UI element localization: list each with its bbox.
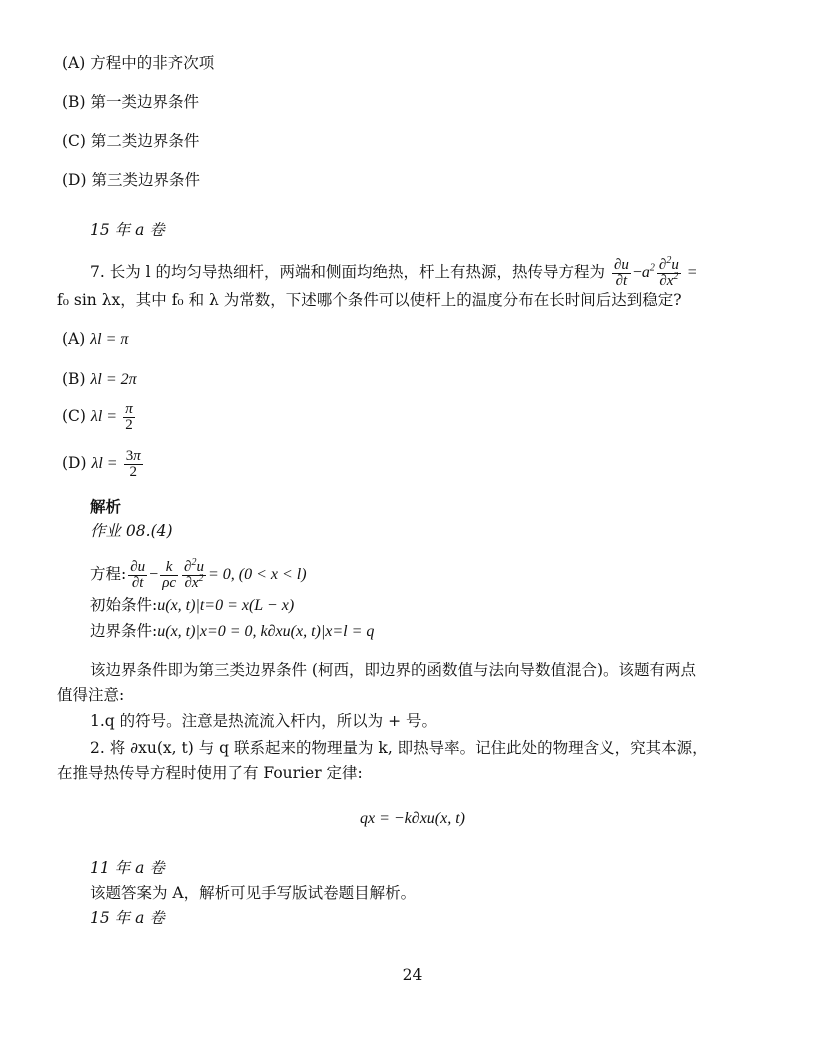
option-a: (A) 方程中的非齐次项 <box>62 54 215 72</box>
q7-option-d: (D) λl = $\frac{3\pi}{2}$ <box>62 447 141 480</box>
boundary-condition: 边界条件:u(x, t)|x=0 = 0, k∂xu(x, t)|x=l = q <box>90 622 375 640</box>
fraction-d2u-dx2: $\frac{\partial^2u}{\partial x^2}$ <box>658 254 679 289</box>
fraction-du-dt: $\frac{\partial u}{\partial t}$ <box>613 256 629 289</box>
fraction-pi-2: $\frac{\pi}{2}$ <box>125 400 133 433</box>
page-number: 24 <box>402 966 423 984</box>
analysis-heading: 解析 <box>90 497 122 516</box>
exam-tag-11a: 11 年 a 卷 <box>90 859 165 877</box>
fraction-3pi-2: $\frac{3\pi}{2}$ <box>125 447 141 480</box>
question-7-line1: 7. 长为 l 的均匀导热细杆，两端和侧面均绝热，杆上有热源，热传导方程为 $\frac{\partial u}{\partial t}$ $-a^2$ $\frac{\partial^2u}{\partial x^2}$ = <box>90 254 697 289</box>
answer-line: 该题答案为 A，解析可见手写版试卷题目解析。 <box>90 884 417 902</box>
note-2-line2: 在推导热传导方程时使用了有 Fourier 定律: <box>57 764 363 782</box>
question-7-line2: f₀ sin λx，其中 f₀ 和 λ 为常数，下述哪个条件可以使杆上的温度分布在长时间后达到稳定? <box>57 291 682 309</box>
exam-tag-15a: 15 年 a 卷 <box>90 909 165 927</box>
paragraph-line1: 该边界条件即为第三类边界条件 (柯西，即边界的函数值与法向导数值混合)。该题有两点 <box>90 661 697 679</box>
fraction-k-rhoc: $\frac{k}{\rho c}$ <box>162 558 177 591</box>
paragraph-line2: 值得注意: <box>57 686 125 704</box>
q7-option-c: (C) λl = $\frac{\pi}{2}$ <box>62 400 133 433</box>
note-2-line1: 2. 将 ∂xu(x, t) 与 q 联系起来的物理量为 k, 即热导率。记住此处的物理含义，究其本源， <box>90 739 708 757</box>
option-b: (B) 第一类边界条件 <box>62 93 199 111</box>
fraction-du-dt-2: $\frac{\partial u}{\partial t}$ <box>130 558 146 591</box>
fourier-law-equation: qx = −k∂xu(x, t) <box>359 810 465 827</box>
homework-reference: 作业 08.(4) <box>90 522 173 540</box>
initial-condition: 初始条件:u(x, t)|t=0 = x(L − x) <box>90 596 295 614</box>
exam-tag: 15 年 a 卷 <box>90 221 165 239</box>
q7-option-a: (A) λl = π <box>62 330 129 348</box>
equation-line: 方程: $\frac{\partial u}{\partial t}$ − $\frac{k}{\rho c}$ $\frac{\partial^2u}{\partial x^2}$ = 0, (0 < x < l) <box>90 556 307 591</box>
option-d: (D) 第三类边界条件 <box>62 171 200 189</box>
q7-option-b: (B) λl = 2π <box>62 370 137 388</box>
option-c: (C) 第二类边界条件 <box>62 132 200 150</box>
fraction-d2u-dx2-2: $\frac{\partial^2u}{\partial x^2}$ <box>184 556 204 591</box>
note-1: 1.q 的符号。注意是热流流入杆内，所以为 + 号。 <box>90 712 437 730</box>
